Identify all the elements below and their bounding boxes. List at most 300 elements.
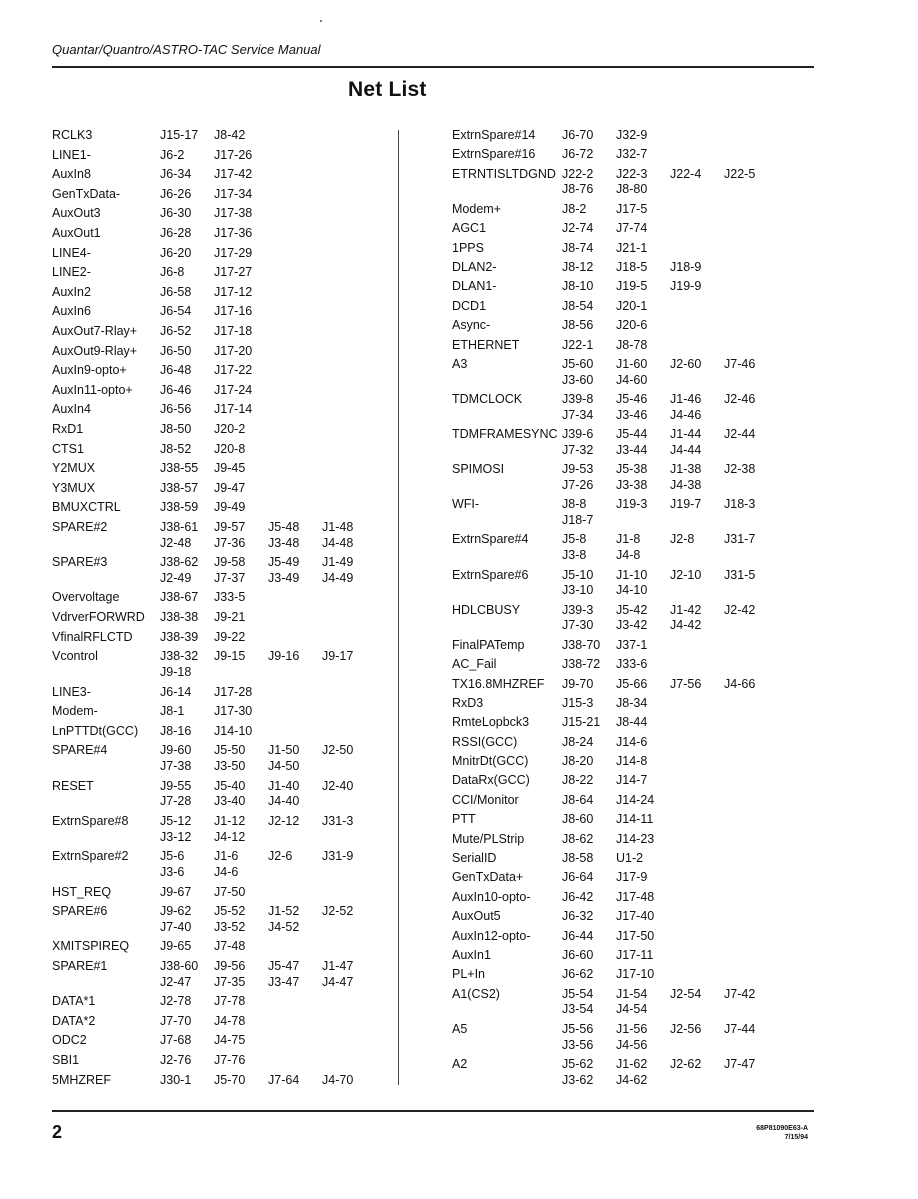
pin-ref: J7-56 (670, 676, 702, 691)
net-pins (562, 167, 788, 198)
pin-ref: J1-6 (214, 849, 239, 864)
pin-ref: J17-30 (214, 704, 253, 719)
net-name: AuxIn10-opto- (452, 889, 531, 904)
net-pins (562, 462, 788, 493)
pin-ref: J3-12 (160, 829, 192, 844)
net-pins (562, 638, 788, 654)
pin-ref: J6-46 (160, 382, 192, 397)
pin-ref: J8-52 (160, 441, 192, 456)
net-pins (562, 318, 788, 334)
pin-ref: J5-66 (616, 676, 648, 691)
pin-ref: J8-24 (562, 734, 594, 749)
pin-ref: J2-38 (724, 462, 756, 477)
pin-ref: J6-32 (562, 909, 594, 924)
net-pins (562, 603, 788, 634)
net-entry (452, 987, 814, 1018)
net-name: GenTxData- (52, 186, 121, 201)
pin-ref: J20-2 (214, 421, 246, 436)
pin-ref: J6-62 (562, 967, 594, 982)
column-divider (398, 130, 399, 1085)
net-name: LINE3- (52, 684, 91, 699)
pin-ref: J9-58 (214, 555, 246, 570)
net-name: AC_Fail (452, 657, 497, 672)
pin-ref: J17-12 (214, 284, 253, 299)
pin-ref: J8-10 (562, 279, 594, 294)
pin-ref: J8-64 (562, 792, 594, 807)
pin-ref: J15-21 (562, 715, 601, 730)
footer-rule (52, 1110, 814, 1112)
net-entry (452, 793, 814, 809)
net-entry (52, 344, 397, 360)
pin-ref: J31-9 (322, 849, 354, 864)
pin-ref: J5-38 (616, 462, 648, 477)
pin-ref: J8-16 (160, 723, 192, 738)
net-entry (452, 147, 814, 163)
net-entry (452, 1022, 814, 1053)
pin-ref: J2-12 (268, 813, 300, 828)
net-pins (160, 994, 380, 1010)
pin-ref: J4-46 (670, 407, 702, 422)
pin-ref: J4-66 (724, 676, 756, 691)
pin-ref: J1-8 (616, 532, 641, 547)
pin-ref: J8-8 (562, 497, 587, 512)
pin-ref: J8-50 (160, 421, 192, 436)
pin-ref: J7-68 (160, 1033, 192, 1048)
net-pins (562, 221, 788, 237)
net-pins (160, 402, 380, 418)
net-name: SPARE#3 (52, 555, 108, 570)
pin-ref: J4-50 (268, 759, 300, 774)
pin-ref: J6-30 (160, 206, 192, 221)
net-name: AGC1 (452, 221, 487, 236)
pin-ref: J31-3 (322, 813, 354, 828)
net-entry (452, 260, 814, 276)
net-name: LINE2- (52, 265, 91, 280)
net-name: VdrverFORWRD (52, 610, 145, 625)
net-entry (52, 630, 397, 646)
pin-ref: J17-27 (214, 265, 253, 280)
pin-ref: J4-52 (268, 919, 300, 934)
net-entry (52, 246, 397, 262)
net-entry (52, 324, 397, 340)
pin-ref: J7-32 (562, 442, 594, 457)
pin-ref: J38-39 (160, 629, 199, 644)
pin-ref: J1-44 (670, 427, 702, 442)
pin-ref: J14-6 (616, 734, 648, 749)
pin-ref: J6-20 (160, 245, 192, 260)
net-pins (562, 568, 788, 599)
pin-ref: J4-60 (616, 372, 648, 387)
pin-ref: J7-48 (214, 939, 246, 954)
net-pins (562, 987, 788, 1018)
net-name: Y2MUX (52, 461, 96, 476)
net-entry (52, 904, 397, 935)
pin-ref: J2-54 (670, 986, 702, 1001)
pin-ref: J5-70 (214, 1072, 246, 1087)
net-name: AuxOut3 (52, 206, 101, 221)
net-pins (160, 814, 380, 845)
pin-ref: J1-10 (616, 567, 648, 582)
pin-ref: J9-60 (160, 743, 192, 758)
net-entry (452, 128, 814, 144)
net-name: Y3MUX (52, 480, 96, 495)
net-name: ExtrnSpare#2 (52, 849, 129, 864)
pin-ref: J6-2 (160, 147, 185, 162)
net-pins (160, 520, 380, 551)
pin-ref: J5-50 (214, 743, 246, 758)
pin-ref: J17-16 (214, 304, 253, 319)
net-entry (452, 392, 814, 423)
pin-ref: J1-46 (670, 392, 702, 407)
net-pins (160, 724, 380, 740)
net-entry (52, 187, 397, 203)
pin-ref: J17-11 (616, 948, 654, 962)
net-list-right-column (452, 128, 814, 1092)
manual-title: Quantar/Quantro/ASTRO-TAC Service Manual (52, 42, 321, 57)
pin-ref: J19-5 (616, 279, 648, 294)
pin-ref: J4-12 (214, 829, 246, 844)
net-name: AuxOut7-Rlay+ (52, 323, 138, 338)
net-entry (52, 1053, 397, 1069)
pin-ref: J8-54 (562, 298, 594, 313)
net-name: TX16.8MHZREF (452, 676, 545, 691)
net-pins (160, 685, 380, 701)
net-entry (52, 779, 397, 810)
pin-ref: J1-49 (322, 555, 354, 570)
pin-ref: J4-40 (268, 794, 300, 809)
pin-ref: J1-62 (616, 1056, 648, 1071)
pin-ref: J14-8 (616, 754, 648, 769)
pin-ref: J5-6 (160, 849, 185, 864)
net-entry (52, 849, 397, 880)
net-name: A5 (452, 1021, 468, 1036)
pin-ref: J9-53 (562, 462, 594, 477)
pin-ref: J32-7 (616, 147, 648, 162)
net-name: Async- (452, 318, 491, 333)
pin-ref: J38-62 (160, 555, 199, 570)
net-name: RmteLopbck3 (452, 715, 530, 730)
net-entry (52, 590, 397, 606)
net-name: BMUXCTRL (52, 500, 121, 515)
net-pins (160, 226, 380, 242)
net-entry (52, 994, 397, 1010)
net-name: A3 (452, 357, 468, 371)
net-entry (452, 812, 814, 828)
pin-ref: J38-67 (160, 590, 199, 605)
pin-ref: J5-8 (562, 532, 587, 547)
net-pins (160, 743, 380, 774)
pin-ref: J22-2 (562, 166, 594, 181)
pin-ref: J7-44 (724, 1021, 756, 1036)
net-pins (160, 590, 380, 606)
net-pins (562, 128, 788, 144)
net-entry (52, 500, 397, 516)
pin-ref: J7-76 (214, 1053, 246, 1068)
pin-ref: J4-54 (616, 1002, 648, 1017)
net-pins (562, 357, 788, 388)
pin-ref: J8-1 (160, 704, 185, 719)
net-name: VfinalRFLCTD (52, 629, 133, 644)
pin-ref: J32-9 (616, 128, 648, 142)
net-name: PTT (452, 812, 476, 827)
net-entry (52, 814, 397, 845)
net-pins (562, 202, 788, 218)
pin-ref: J31-5 (724, 567, 756, 582)
net-pins (160, 649, 380, 680)
net-entry (52, 167, 397, 183)
net-pins (562, 427, 778, 458)
pin-ref: J2-52 (322, 904, 354, 919)
pin-ref: J7-34 (562, 407, 594, 422)
net-entry (452, 299, 814, 315)
net-pins (562, 735, 788, 751)
document-date: 7/15/94 (784, 1134, 808, 1141)
pin-ref: J7-47 (724, 1056, 756, 1071)
pin-ref: J1-42 (670, 602, 702, 617)
net-entry (452, 221, 814, 237)
pin-ref: J15-17 (160, 128, 199, 142)
pin-ref: J38-70 (562, 637, 601, 652)
pin-ref: J8-60 (562, 812, 594, 827)
pin-ref: J22-1 (562, 337, 594, 352)
net-pins (562, 1022, 788, 1053)
net-pins (160, 461, 380, 477)
pin-ref: J3-49 (268, 570, 300, 585)
pin-ref: J1-56 (616, 1021, 648, 1036)
document-code: 68P81090E63-A (756, 1125, 808, 1132)
pin-ref: J6-72 (562, 147, 594, 162)
pin-ref: J14-24 (616, 792, 655, 807)
net-entry (452, 462, 814, 493)
pin-ref: J17-34 (214, 186, 253, 201)
net-entry (452, 532, 814, 563)
pin-ref: J3-50 (214, 759, 246, 774)
pin-ref: J17-5 (616, 201, 648, 216)
pin-ref: J19-3 (616, 497, 648, 512)
net-pins (160, 1073, 380, 1089)
pin-ref: J7-35 (214, 974, 246, 989)
pin-ref: J7-70 (160, 1013, 192, 1028)
pin-ref: J3-56 (562, 1037, 594, 1052)
pin-ref: J5-54 (562, 986, 594, 1001)
pin-ref: J3-46 (616, 407, 648, 422)
net-entry (52, 685, 397, 701)
net-entry (452, 715, 814, 731)
pin-ref: J9-49 (214, 500, 246, 515)
net-name: ExtrnSpare#16 (452, 147, 536, 162)
net-name: ExtrnSpare#6 (452, 567, 529, 582)
pin-ref: J1-40 (268, 778, 300, 793)
net-name: DATA*1 (52, 994, 96, 1009)
pin-ref: J1-12 (214, 813, 246, 828)
net-name: AuxIn12-opto- (452, 928, 531, 943)
pin-ref: J8-76 (562, 182, 594, 197)
pin-ref: J8-42 (214, 128, 246, 142)
net-entry (52, 206, 397, 222)
net-name: A2 (452, 1056, 468, 1071)
net-pins (562, 909, 788, 925)
pin-ref: J37-1 (616, 637, 648, 652)
pin-ref: J22-4 (670, 166, 702, 181)
net-entry (452, 279, 814, 295)
net-name: HST_REQ (52, 884, 112, 899)
pin-ref: J18-9 (670, 260, 702, 275)
net-name: DLAN1- (452, 279, 497, 294)
pin-ref: J5-62 (562, 1056, 594, 1071)
net-pins (160, 304, 380, 320)
pin-ref: J2-56 (670, 1021, 702, 1036)
scan-speck (320, 20, 322, 22)
pin-ref: J4-78 (214, 1013, 246, 1028)
net-pins (562, 260, 788, 276)
pin-ref: J17-48 (616, 889, 655, 904)
pin-ref: J6-8 (160, 265, 185, 280)
net-name: GenTxData+ (452, 870, 524, 885)
net-pins (160, 285, 380, 301)
pin-ref: J39-3 (562, 602, 594, 617)
pin-ref: J9-16 (268, 649, 300, 664)
net-entry (52, 520, 397, 551)
pin-ref: J9-57 (214, 519, 246, 534)
net-name: RxD1 (52, 421, 84, 436)
net-pins (562, 338, 788, 354)
net-pins (160, 1033, 380, 1049)
pin-ref: J9-18 (160, 664, 192, 679)
net-pins (562, 241, 788, 257)
pin-ref: J14-7 (616, 773, 648, 788)
net-entry (452, 677, 814, 693)
pin-ref: J9-67 (160, 884, 192, 899)
pin-ref: J20-8 (214, 441, 246, 456)
pin-ref: U1-2 (616, 851, 644, 866)
net-entry (452, 890, 814, 906)
net-pins (562, 967, 788, 983)
pin-ref: J14-10 (214, 723, 253, 738)
pin-ref: J4-8 (616, 548, 641, 563)
net-entry (452, 497, 814, 528)
pin-ref: J19-9 (670, 279, 702, 294)
net-entry (452, 1057, 814, 1088)
net-entry (52, 555, 397, 586)
net-entry (52, 1033, 397, 1049)
net-name: Modem+ (452, 201, 501, 216)
net-pins (160, 187, 380, 203)
pin-ref: J38-61 (160, 519, 199, 534)
page-title: Net List (348, 78, 427, 101)
pin-ref: J2-60 (670, 357, 702, 371)
net-name: AuxOut5 (452, 909, 501, 924)
net-entry (452, 241, 814, 257)
pin-ref: J17-36 (214, 225, 253, 240)
pin-ref: J7-46 (724, 357, 756, 371)
pin-ref: J38-59 (160, 500, 199, 515)
pin-ref: J7-64 (268, 1072, 300, 1087)
pin-ref: J6-34 (160, 167, 192, 182)
net-pins (160, 849, 380, 880)
net-entry (452, 967, 814, 983)
net-name: AuxIn11-opto+ (52, 382, 133, 397)
pin-ref: J38-57 (160, 480, 199, 495)
pin-ref: J6-28 (160, 225, 192, 240)
pin-ref: J9-62 (160, 904, 192, 919)
net-name: AuxIn4 (52, 402, 91, 417)
pin-ref: J3-52 (214, 919, 246, 934)
pin-ref: J3-10 (562, 583, 594, 598)
net-entry (452, 657, 814, 673)
pin-ref: J9-22 (214, 629, 246, 644)
pin-ref: J22-3 (616, 166, 648, 181)
pin-ref: J18-3 (724, 497, 756, 512)
pin-ref: J6-64 (562, 870, 594, 885)
pin-ref: J9-47 (214, 480, 246, 495)
pin-ref: J17-9 (616, 870, 648, 885)
net-pins (562, 832, 788, 848)
pin-ref: J4-49 (322, 570, 354, 585)
pin-ref: J17-28 (214, 684, 253, 699)
pin-ref: J5-42 (616, 602, 648, 617)
pin-ref: J7-42 (724, 986, 756, 1001)
net-name: SPARE#4 (52, 743, 108, 758)
net-name: 1PPS (452, 240, 484, 255)
pin-ref: J33-6 (616, 657, 648, 672)
pin-ref: J4-42 (670, 618, 702, 633)
pin-ref: J6-56 (160, 402, 192, 417)
net-entry (452, 427, 814, 458)
net-entry (452, 870, 814, 886)
net-pins (160, 324, 380, 340)
net-entry (452, 638, 814, 654)
pin-ref: J14-23 (616, 831, 655, 846)
net-pins (562, 677, 788, 693)
pin-ref: J2-44 (724, 427, 756, 442)
net-name: ETRNTISLTDGND (452, 166, 556, 181)
pin-ref: J22-5 (724, 166, 756, 181)
pin-ref: J2-10 (670, 567, 702, 582)
pin-ref: J33-5 (214, 590, 246, 605)
net-entry (452, 773, 814, 789)
pin-ref: J20-6 (616, 318, 648, 333)
net-pins (562, 392, 788, 423)
pin-ref: J5-47 (268, 959, 300, 973)
pin-ref: J8-22 (562, 773, 594, 788)
pin-ref: J2-76 (160, 1053, 192, 1068)
pin-ref: J14-11 (616, 812, 654, 827)
net-pins (160, 959, 380, 990)
pin-ref: J3-48 (268, 535, 300, 550)
pin-ref: J2-74 (562, 221, 594, 236)
pin-ref: J2-6 (268, 849, 293, 864)
net-pins (160, 206, 380, 222)
pin-ref: J4-70 (322, 1072, 354, 1087)
pin-ref: J3-60 (562, 372, 594, 387)
net-name: ExtrnSpare#4 (452, 532, 529, 547)
net-pins (160, 383, 380, 399)
pin-ref: J4-47 (322, 974, 354, 989)
pin-ref: J9-70 (562, 676, 594, 691)
pin-ref: J7-26 (562, 477, 594, 492)
pin-ref: J4-6 (214, 864, 239, 879)
pin-ref: J1-38 (670, 462, 702, 477)
net-pins (160, 555, 380, 586)
pin-ref: J5-56 (562, 1021, 594, 1036)
net-entry (452, 754, 814, 770)
net-pins (562, 497, 788, 528)
net-entry (52, 461, 397, 477)
pin-ref: J5-60 (562, 357, 594, 371)
pin-ref: J2-50 (322, 743, 354, 758)
pin-ref: J6-50 (160, 343, 192, 358)
net-name: LnPTTDt(GCC) (52, 723, 139, 738)
